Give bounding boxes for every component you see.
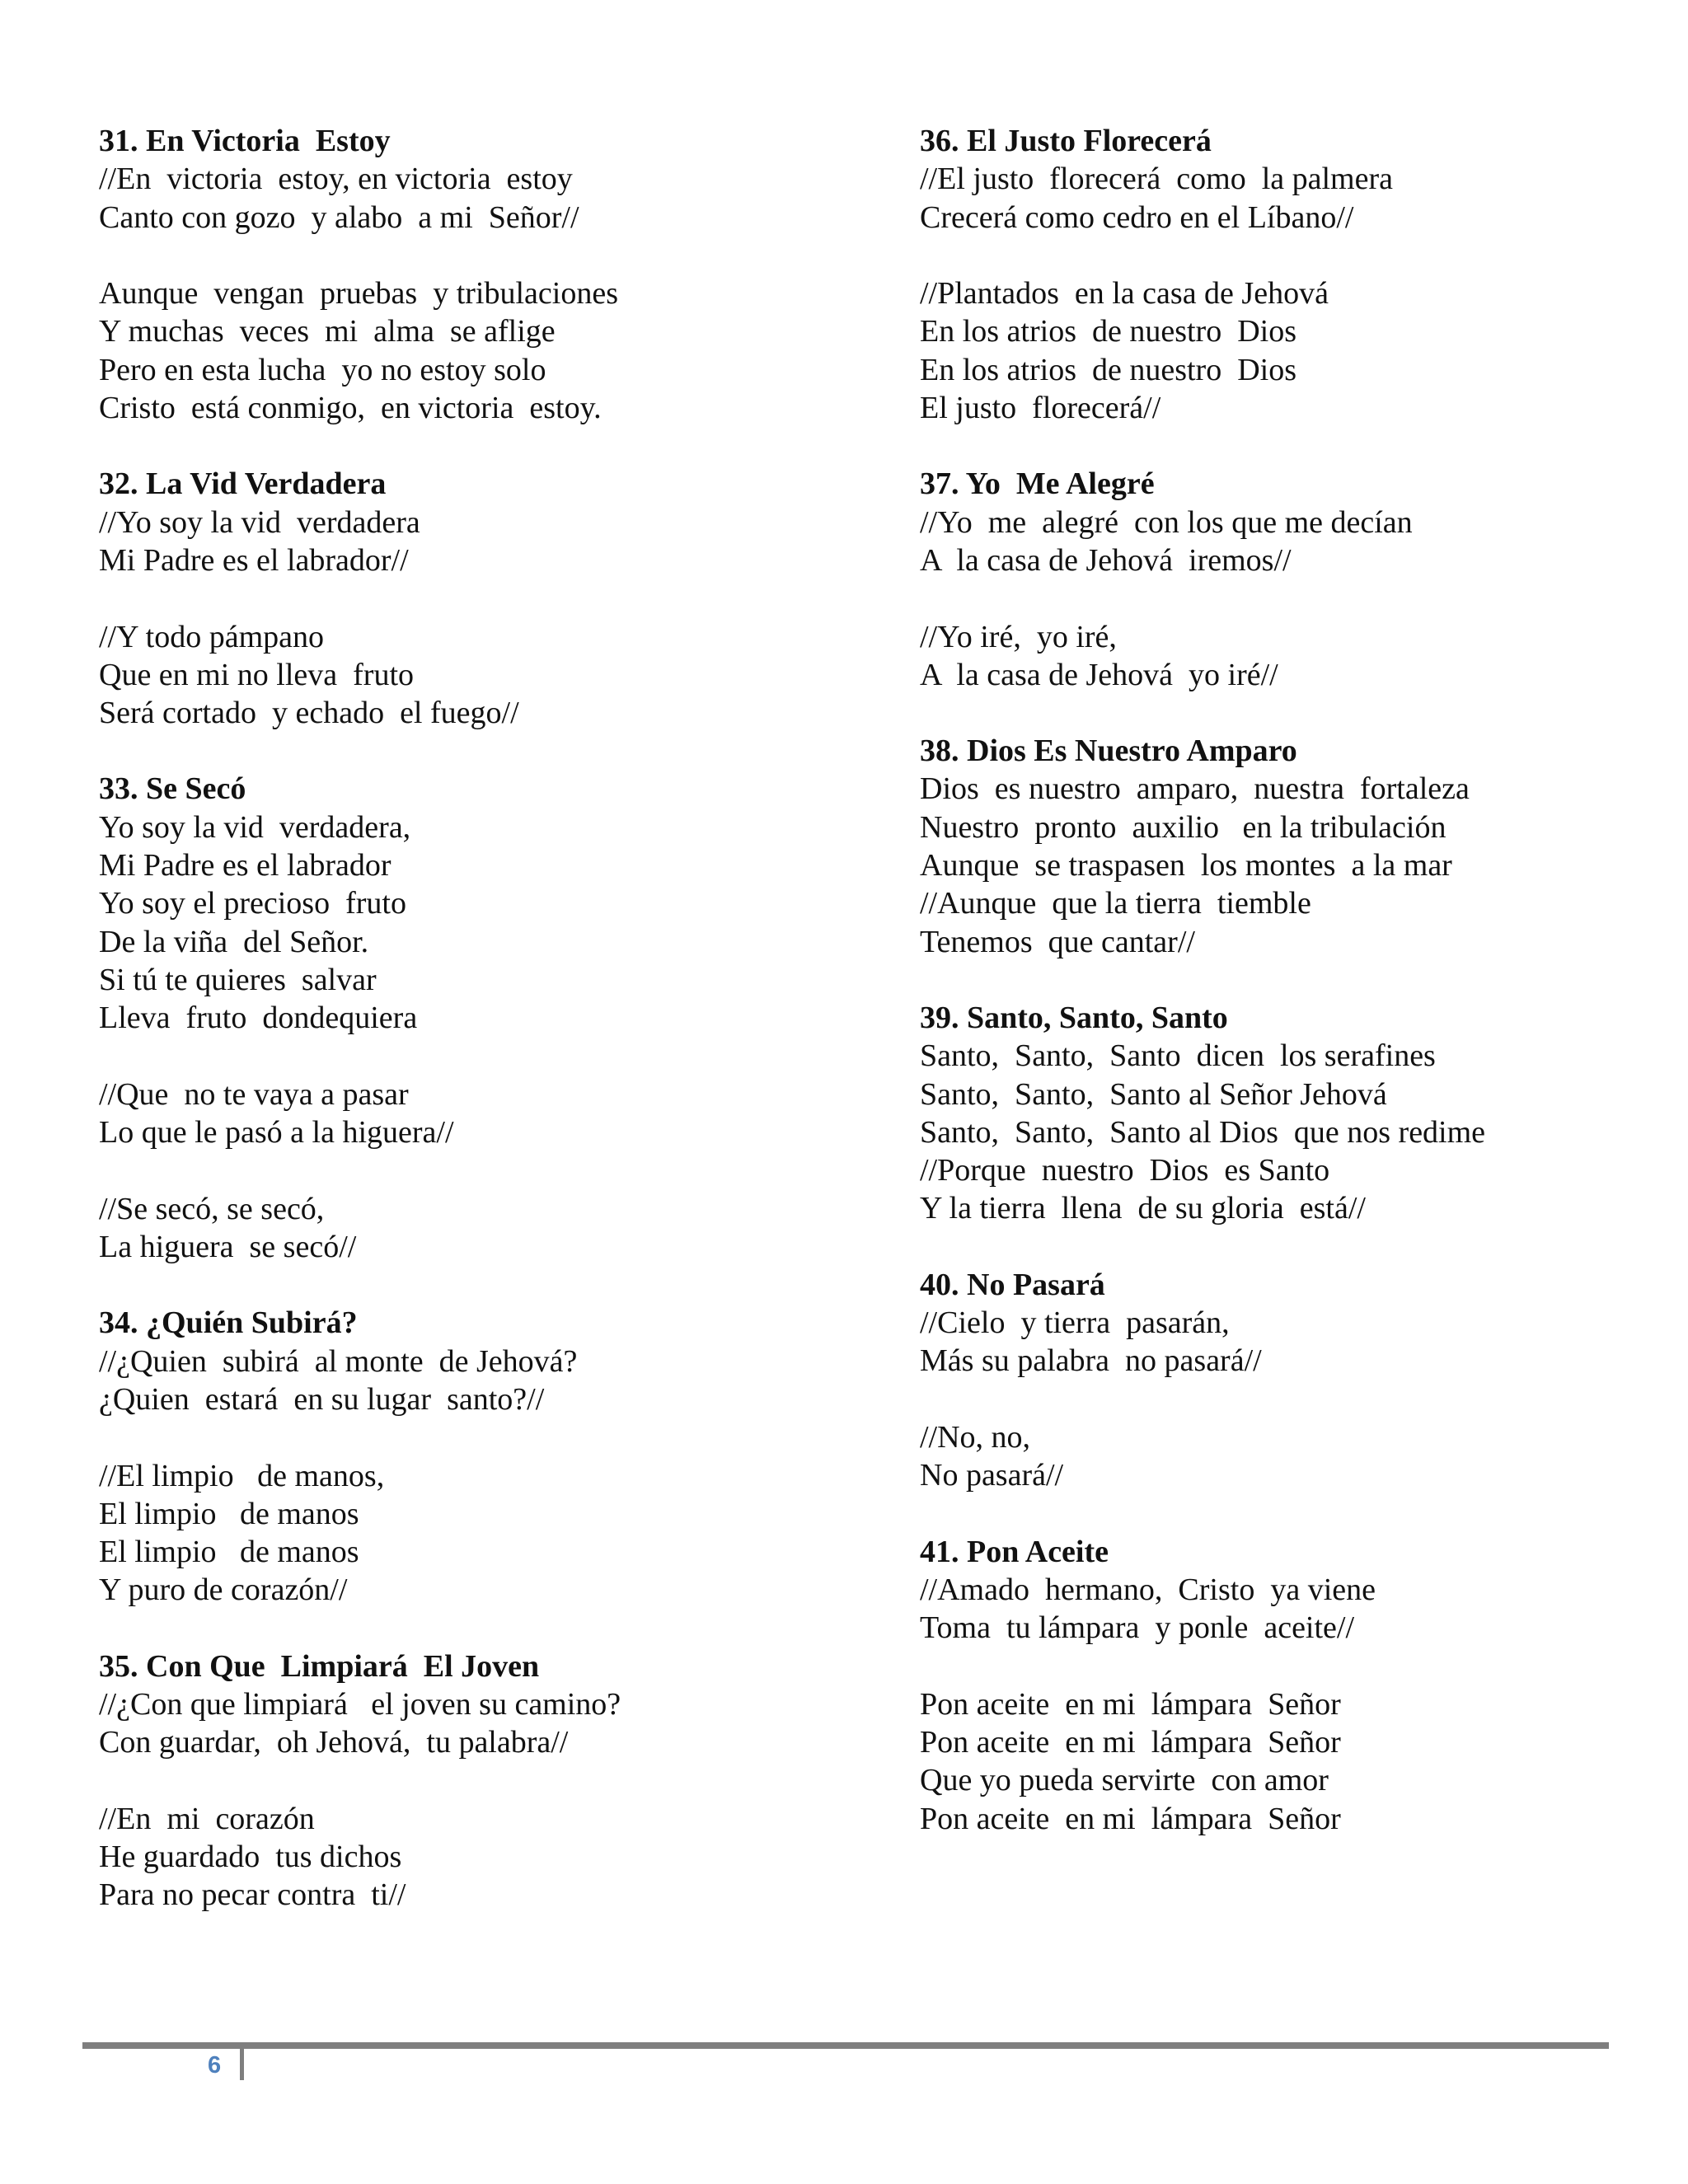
stanza [920,1685,1662,1838]
song-title: 34. ¿Quién Subirá? [99,1305,358,1341]
song-title: 40. No Pasará [920,1267,1105,1302]
stanza [99,160,841,237]
song-block [920,122,1662,427]
lyric-line: Toma tu lámpara y ponle aceite// [920,1610,1355,1646]
lyric-line: Crecerá como cedro en el Líbano// [920,199,1354,235]
lyric-line: Lo que le pasó a la higuera// [99,1115,454,1151]
stanza [920,1418,1662,1495]
lyric-line: Yo soy la vid verdadera, [99,809,411,845]
lyric-line: //Yo soy la vid verdadera [99,504,420,540]
lyric-line: //Porque nuestro Dios es Santo [920,1153,1330,1188]
page-number-divider [240,2049,244,2080]
lyric-line: Que yo pueda servirte con amor [920,1763,1329,1798]
lyric-line: El justo florecerá// [920,391,1161,426]
lyric-line: Santo, Santo, Santo dicen los serafines [920,1038,1436,1074]
song-block [920,732,1662,961]
song-block [99,770,841,1266]
lyric-line: //Plantados en la casa de Jehová [920,276,1329,312]
lyric-line: Cristo está conmigo, en victoria estoy. [99,391,602,426]
stanza [920,618,1662,695]
stanza [920,1571,1662,1647]
lyric-line: He guardado tus dichos [99,1840,402,1875]
lyric-line: El limpio de manos [99,1535,359,1570]
lyric-line: //¿Con que limpiará el joven su camino? [99,1686,621,1722]
lyric-line: En los atrios de nuestro Dios [920,352,1297,387]
stanza [99,808,841,1038]
stanza [920,504,1662,580]
lyric-line: Mi Padre es el labrador [99,848,392,883]
right-column [920,122,1662,1876]
left-column [99,122,841,1952]
stanza [99,1457,841,1610]
song-block [99,1304,841,1609]
lyric-line: //No, no, [920,1419,1031,1455]
stanza [99,504,841,580]
lyric-line: Canto con gozo y alabo a mi Señor// [99,199,579,235]
lyric-line: //Yo iré, yo iré, [920,619,1117,654]
song-title: 35. Con Que Limpiará El Joven [99,1648,540,1684]
lyric-line: //En victoria estoy, en victoria estoy [99,162,573,197]
lyric-line: Para no pecar contra ti// [99,1877,406,1913]
stanza [920,1037,1662,1227]
lyric-line: De la viña del Señor. [99,924,369,959]
lyric-line: El limpio de manos [99,1496,359,1531]
lyric-line: //Amado hermano, Cristo ya viene [920,1572,1376,1607]
lyric-line: //Cielo y tierra pasarán, [920,1305,1230,1341]
lyric-line: Mi Padre es el labrador// [99,542,409,578]
footer-divider [82,2042,1609,2049]
lyric-line: Con guardar, oh Jehová, tu palabra// [99,1725,569,1760]
lyric-line: Nuestro pronto auxilio en la tribulación [920,809,1447,845]
stanza [99,1685,841,1762]
song-title: 38. Dios Es Nuestro Amparo [920,733,1297,769]
lyric-line: //En mi corazón [99,1801,315,1836]
lyric-line: A la casa de Jehová yo iré// [920,657,1278,692]
lyric-line: Aunque se traspasen los montes a la mar [920,848,1452,883]
song-title: 32. La Vid Verdadera [99,466,387,502]
lyric-line: Y muchas veces mi alma se aflige [99,314,556,349]
song-title: 41. Pon Aceite [920,1534,1109,1569]
song-block [920,465,1662,694]
lyric-line: Lleva fruto dondequiera [99,1001,418,1036]
stanza [99,1800,841,1915]
lyric-line: Santo, Santo, Santo al Dios que nos redime [920,1114,1486,1150]
stanza [99,274,841,427]
song-block [99,465,841,732]
lyric-line: Será cortado y echado el fuego// [99,696,519,731]
lyric-line: Y puro de corazón// [99,1572,348,1608]
stanza [920,274,1662,427]
lyric-line: //El justo florecerá como la palmera [920,162,1393,197]
lyric-line: //Aunque que la tierra tiemble [920,886,1311,921]
lyric-line: En los atrios de nuestro Dios [920,314,1297,349]
song-block [920,1266,1662,1495]
lyric-line: ¿Quien estará en su lugar santo?// [99,1381,545,1417]
lyric-line: Pon aceite en mi lámpara Señor [920,1686,1341,1722]
lyric-line: La higuera se secó// [99,1230,357,1265]
stanza [99,1343,841,1419]
lyric-line: Yo soy el precioso fruto [99,886,406,921]
song-block [99,122,841,427]
lyric-line: //¿Quien subirá al monte de Jehová? [99,1343,578,1379]
lyric-line: Tenemos que cantar// [920,924,1195,959]
stanza [920,770,1662,960]
lyric-line: Si tú te quieres salvar [99,962,377,997]
song-title: 33. Se Secó [99,771,246,807]
lyric-line: Santo, Santo, Santo al Señor Jehová [920,1076,1387,1112]
lyric-line: No pasará// [920,1458,1064,1493]
lyric-line: Y la tierra llena de su gloria está// [920,1191,1366,1226]
song-title: 36. El Justo Florecerá [920,124,1212,158]
lyric-line: A la casa de Jehová iremos// [920,542,1292,578]
song-title: 39. Santo, Santo, Santo [920,1000,1228,1035]
song-block [99,1647,841,1915]
song-title: 31. En Victoria Estoy [99,124,391,158]
lyric-line: Más su palabra no pasará// [920,1343,1262,1379]
song-block [920,999,1662,1228]
stanza [920,160,1662,237]
stanza [99,1076,841,1152]
lyric-line: Que en mi no lleva fruto [99,657,415,692]
lyric-line: Pon aceite en mi lámpara Señor [920,1801,1341,1836]
lyric-line: //Yo me alegré con los que me decían [920,504,1413,540]
lyric-line: //Y todo pámpano [99,619,324,654]
stanza [920,1304,1662,1380]
lyric-line: //El limpio de manos, [99,1458,385,1493]
lyric-line: Pero en esta lucha yo no estoy solo [99,352,546,387]
lyric-line: Aunque vengan pruebas y tribulaciones [99,276,618,312]
page-number: 6 [208,2052,222,2079]
song-block [920,1533,1662,1838]
lyric-line: //Que no te vaya a pasar [99,1076,409,1112]
stanza [99,1190,841,1267]
stanza [99,618,841,733]
lyric-line: Pon aceite en mi lámpara Señor [920,1724,1341,1760]
lyric-line: Dios es nuestro amparo, nuestra fortaleza [920,771,1470,807]
song-title: 37. Yo Me Alegré [920,466,1155,502]
lyric-line: //Se secó, se secó, [99,1191,325,1226]
